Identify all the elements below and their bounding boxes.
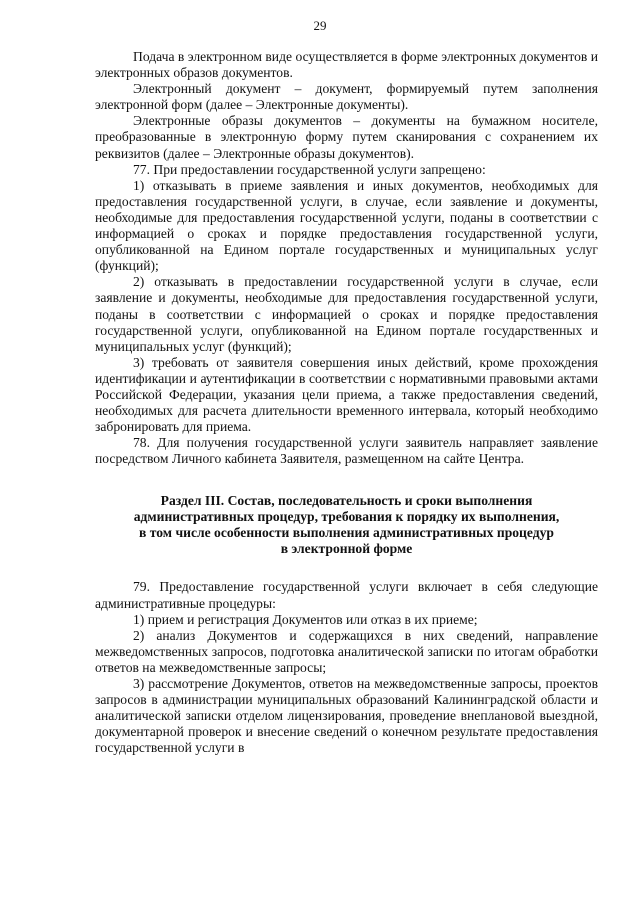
paragraph-subitem-2: 2) отказывать в предоставлении государственной услуги в случае, если заявление и документы, необходимые для предоставления государственной услуги, поданы в соответствии с информацией о сроках и порядке предоставления государственной услуги, опубликованной на Едином портале государственных и муниципальных услуг (функций); [95,274,598,354]
paragraph-procedure-2: 2) анализ Документов и содержащихся в них сведений, направление межведомственных запросов, подготовка аналитической записки по итогам обработки ответов на межведомственные запросы; [95,627,598,675]
paragraph-item-77: 77. При предоставлении государственной услуги запрещено: [133,161,486,177]
section-heading-line: в электронной форме [280,541,413,557]
section-heading [95,493,598,557]
paragraph-item-78: 78. Для получения государственной услуги заявитель направляет заявление посредством Личного кабинета Заявителя, размещенном на сайте Центра. [95,435,598,467]
paragraph: Электронные образы документов – документы на бумажном носителе, преобразованные в электронную форму путем сканирования с сохранением их реквизитов (далее – Электронные образы документов). [95,113,598,161]
section-heading-line: Раздел III. Состав, последовательность и сроки выполнения [160,493,533,509]
paragraph-procedure-3: 3) рассмотрение Документов, ответов на межведомственные запросы, проектов запросов в администрации муниципальных образований Калининградской области и аналитической записки отделом лицензирования, проведение внеплановой выездной, документарной проверок и внесение сведений о конечном результате предоставления государственной услуги в [95,676,598,756]
paragraph-item-79: 79. Предоставление государственной услуги включает в себя следующие административные процедуры: [95,579,598,611]
document-body [95,49,598,756]
paragraph: Подача в электронном виде осуществляется в форме электронных документов и электронных образов документов. [95,49,598,81]
paragraph-procedure-1: 1) прием и регистрация Документов или отказ в их приеме; [133,611,478,627]
paragraph-subitem-3: 3) требовать от заявителя совершения иных действий, кроме прохождения идентификации и аутентификации в соответствии с нормативными правовыми актами Российской Федерации, указания цели приема, а также предоставления сведений, необходимых для расчета длительности временного интервала, который необходимо забронировать для приема. [95,354,598,435]
section-heading-line: в том числе особенности выполнения административных процедур [139,525,554,541]
paragraph-subitem-1: 1) отказывать в приеме заявления и иных документов, необходимых для предоставления государственной услуги, в случае, если заявление и документы, необходимые для предоставления государственной услуги, поданы в соответствии с информацией о сроках и порядке предоставления государственной услуги, опубликованной на Едином портале государственных и муниципальных услуг (функций); [95,177,598,274]
section-heading-line: административных процедур, требования к порядку их выполнения, [133,509,560,525]
paragraph: Электронный документ – документ, формируемый путем заполнения электронной форм (далее – Электронные документы). [95,81,598,113]
page-number: 29 [313,18,327,33]
